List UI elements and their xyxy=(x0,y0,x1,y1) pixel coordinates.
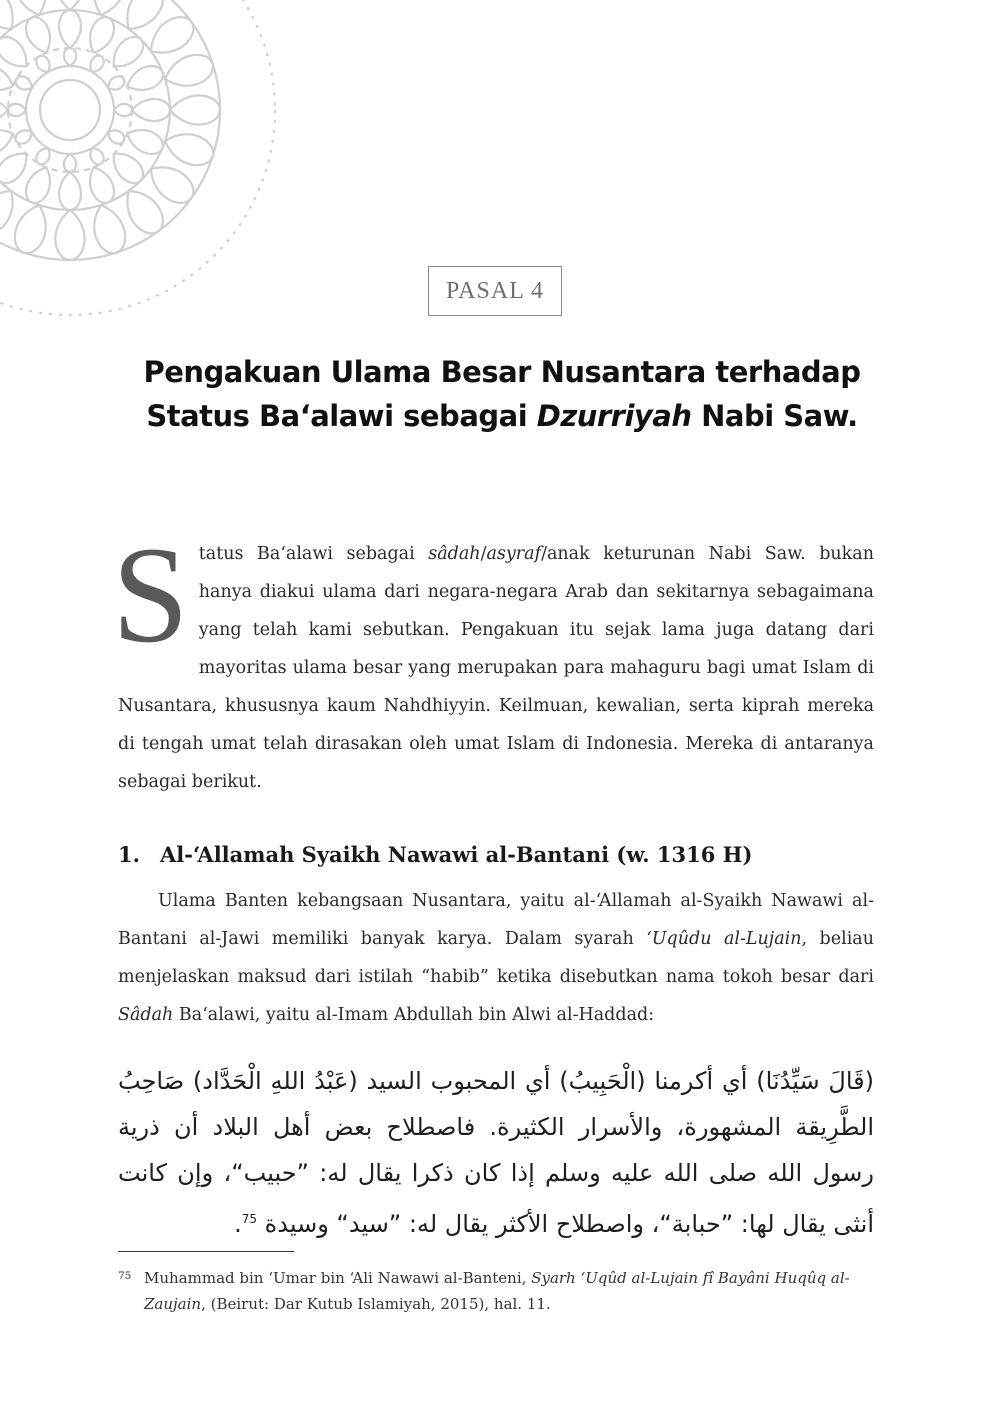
intro-italic-asyraf: asyraf xyxy=(486,544,542,564)
chapter-title-line-2 xyxy=(60,394,944,438)
mandala-petal-icon xyxy=(132,99,170,121)
mandala-petal-icon xyxy=(87,0,130,19)
footnote-number: 75 xyxy=(118,1270,132,1282)
chapter-label xyxy=(428,266,562,316)
footnote-text xyxy=(118,1265,878,1317)
mandala-petal-icon xyxy=(64,154,76,172)
mandala-petal-icon xyxy=(0,182,23,240)
title-line-2-start: Status Ba‘alawi sebagai xyxy=(146,399,537,433)
footnote-text-b: , (Beirut: Dar Kutub Islamiyah, 2015), hal. 11. xyxy=(201,1295,551,1313)
intro-text-rest: /anak keturunan Nabi Saw. bukan hanya diakui ulama dari negara-negara Arab dan sekitarnya sebagaimana yang telah kami sebutkan. Pengakuan itu sejak lama juga datang dari mayoritas ulama besar yang merupakan para mahaguru bagi umat Islam di Nusantara, khususnya kaum Nahdhiyyin. Keilmuan, kewalian, serta kiprah mereka di tengah umat telah dirasakan oleh umat Islam di Indonesia. Mereka di antaranya sebagai berikut. xyxy=(118,544,874,792)
title-line-2-italic: Dzurriyah xyxy=(536,399,692,433)
mandala-petal-icon xyxy=(8,104,26,116)
chapter-title xyxy=(60,350,944,438)
section-italic-sadah: Sâdah xyxy=(118,1005,174,1025)
section-paragraph xyxy=(118,882,874,1034)
mandala-petal-icon xyxy=(64,48,76,66)
section-heading xyxy=(118,842,878,867)
mandala-petal-icon xyxy=(10,201,53,258)
mandala-petal-icon xyxy=(117,0,170,38)
footnote xyxy=(118,1265,878,1317)
intro-italic-sadah: sâdah xyxy=(428,544,481,564)
mandala-petal-icon xyxy=(114,104,132,116)
mandala-petal-icon xyxy=(0,99,8,121)
mandala-petal-icon xyxy=(87,201,130,258)
footnote-text-a: Muhammad bin ‘Umar bin ‘Ali Nawawi al-Banteni, xyxy=(144,1269,532,1287)
section-text-a: Ulama Banten kebangsaan Nusantara, yaitu al-‘Allamah al-Syaikh Nawawi al-Bantani al-Jawi memiliki banyak karya. Dalam syarah xyxy=(118,891,874,949)
mandala-petal-icon xyxy=(0,124,17,159)
mandala-petal-icon xyxy=(10,0,53,19)
intro-text-start: tatus Ba‘alawi sebagai xyxy=(198,544,429,564)
mandala-ornament-icon xyxy=(0,0,300,360)
section-number: 1. xyxy=(118,842,140,867)
mandala-petal-icon xyxy=(161,50,218,93)
mandala-petal-icon xyxy=(0,0,23,38)
chapter-title-line-1: Pengakuan Ulama Besar Nusantara terhadap xyxy=(143,355,861,389)
footnote-reference: 75 xyxy=(241,1212,258,1226)
footnote-italic-title: Syarh ‘Uqûd al-Lujain fî Bayâni Huqûq al-Zaujain xyxy=(144,1269,850,1313)
mandala-petal-icon xyxy=(55,210,84,260)
section-text-c: Ba‘alawi, yaitu al-Imam Abdullah bin Alwi al-Haddad: xyxy=(173,1005,655,1025)
mandala-petal-icon xyxy=(55,0,84,10)
mandala-petal-icon xyxy=(161,127,218,170)
arabic-quote-text: (قَالَ سَيِّدُنَا) أي أكرمنا (الْحَبِيبُ) أي المحبوب السيد (عَبْدُ اللهِ الْحَدَّاد) صَاحِبُ الطَّرِيقة المشهورة، والأسرار الكثيرة. فاصطلاح بعض أهل البلاد أن ذرية رسول الله صلى الله عليه وسلم إذا كان ذكرا يقال له: ”حبيب“، وإن كانت أنثى يقال لها: ”حبابة“، واصطلاح الأكثر يقال له: ”سيد“ وسيدة xyxy=(118,1067,874,1238)
mandala-petal-icon xyxy=(59,10,81,48)
intro-paragraph xyxy=(112,518,874,801)
section-italic-uqudu: ‘Uqûdu al-Lujain xyxy=(646,929,802,949)
section-heading-text: Al-‘Allamah Syaikh Nawawi al-Bantani (w. 1316 H) xyxy=(160,842,753,867)
arabic-quote xyxy=(118,1058,874,1247)
mandala-petal-icon xyxy=(170,95,220,124)
drop-cap: S xyxy=(112,518,189,671)
intro-slash: / xyxy=(480,544,487,564)
title-line-2-end: Nabi Saw. xyxy=(691,399,858,433)
chapter-label-text: PASAL 4 xyxy=(446,277,544,304)
mandala-petal-icon xyxy=(0,62,17,97)
arabic-quote-end: . xyxy=(234,1210,242,1238)
section-text-b: , beliau menjelaskan maksud dari istilah “habib” ketika disebutkan nama tokoh besar dari xyxy=(118,929,874,987)
mandala-petal-icon xyxy=(59,172,81,210)
footnote-divider xyxy=(118,1251,294,1252)
